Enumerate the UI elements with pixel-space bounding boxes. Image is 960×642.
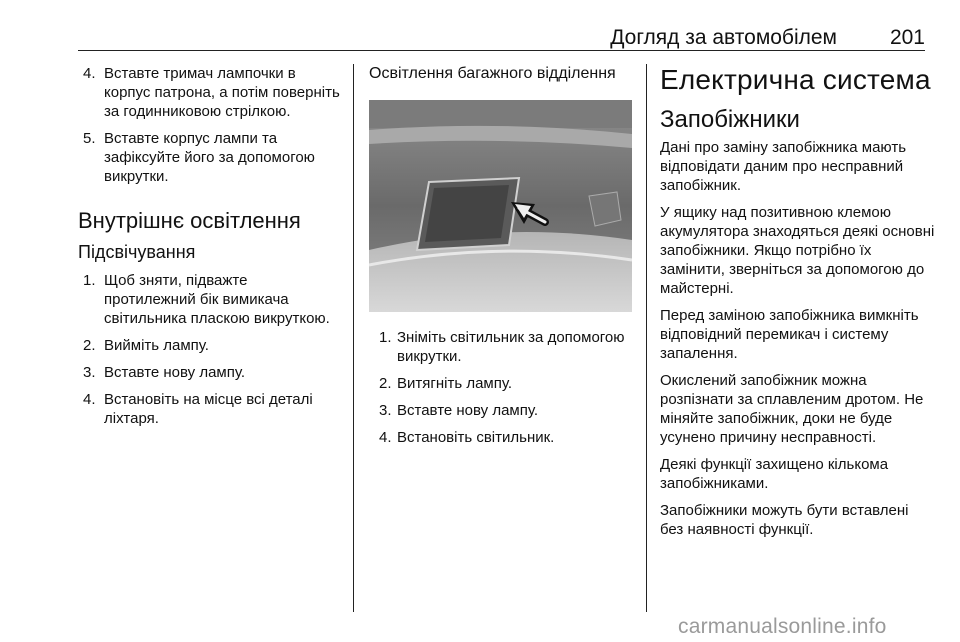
paragraph: Окислений запобіжник можна розпізнати за сплавленим дротом. Не міняйте запобіжник, доки не буде усунено причину несправності. <box>660 372 924 446</box>
list-item: 1. Щоб зняти, підважте протилежний бік вимикача світильника пласкою викруткою. <box>83 272 330 327</box>
header-title: Догляд за автомобілем <box>610 26 837 49</box>
list-item: 5. Вставте корпус лампи та зафіксуйте його за допомогою викрутки. <box>83 130 315 185</box>
page-header <box>78 26 925 51</box>
steps-list <box>369 328 632 447</box>
steps-list <box>78 271 340 428</box>
column-divider <box>353 64 354 612</box>
list-item: 2. Витягніть лампу. <box>379 375 513 392</box>
list-item: 4. Вставте тримач лампочки в корпус патрона, а потім поверніть за годинниковою стрілкою. <box>83 65 340 120</box>
column-divider <box>646 64 647 612</box>
paragraph: Дані про заміну запобіжника мають відповідати даним про несправний запобіжник. <box>660 139 907 194</box>
list-item: 4. Встановіть на місце всі деталі ліхтаря. <box>83 391 313 427</box>
section-title: Запобіжники <box>660 106 800 133</box>
subsection-title: Підсвічування <box>78 242 196 262</box>
list-item: 1. Зніміть світильник за допомогою викрутки. <box>379 329 625 365</box>
section-title: Освітлення багажного відділення <box>369 65 616 82</box>
list-item: 3. Вставте нову лампу. <box>379 402 539 419</box>
paragraph: Запобіжники можуть бути вставлені без наявності функції. <box>660 502 909 538</box>
chapter-title: Електрична система <box>660 64 931 95</box>
trunk-light-photo <box>369 100 632 312</box>
list-item: 2. Вийміть лампу. <box>83 337 209 354</box>
column-left <box>78 64 340 436</box>
list-item: 4. Встановіть світильник. <box>379 429 555 446</box>
list-item: 3. Вставте нову лампу. <box>83 364 246 381</box>
steps-continued <box>78 64 340 186</box>
column-middle <box>369 64 632 455</box>
column-right <box>660 64 935 547</box>
paragraph: Перед заміною запобіжника вимкніть відповідний перемикач і систему запалення. <box>660 307 919 362</box>
section-title: Внутрішнє освітлення <box>78 208 301 233</box>
paragraph: У ящику над позитивною клемою акумулятора знаходяться деякі основні запобіжники. Якщо потрібно їх замінити, зверніться за допомогою до майстерні. <box>660 204 935 297</box>
page-number: 201 <box>889 26 925 49</box>
paragraph: Деякі функції захищено кількома запобіжниками. <box>660 456 889 492</box>
watermark: carmanualsonline.info <box>678 615 887 638</box>
